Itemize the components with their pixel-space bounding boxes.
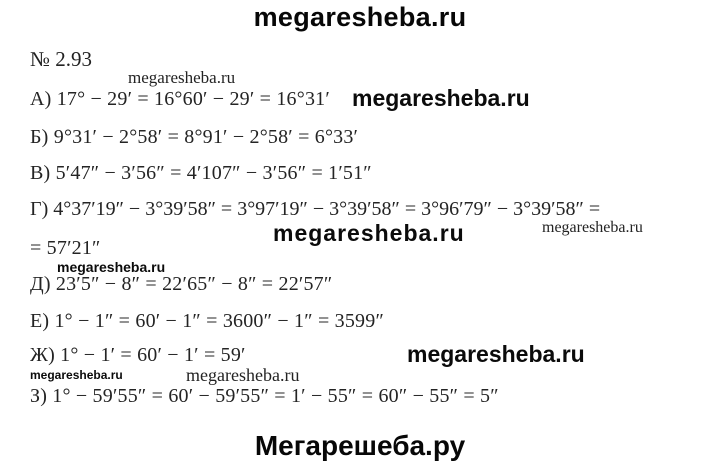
watermark: megaresheba.ru bbox=[407, 341, 585, 367]
solution-line-a: А) 17° − 29′ = 16°60′ − 29′ = 16°31′ bbox=[30, 88, 330, 110]
problem-number: № 2.93 bbox=[30, 47, 93, 71]
watermark: megaresheba.ru bbox=[30, 368, 123, 382]
solution-line-b: Б) 9°31′ − 2°58′ = 8°91′ − 2°58′ = 6°33′ bbox=[30, 126, 359, 148]
watermark: megaresheba.ru bbox=[57, 259, 166, 275]
watermark: megaresheba.ru bbox=[128, 68, 236, 87]
solution-line-d: Д) 23′5″ − 8″ = 22′65″ − 8″ = 22′57″ bbox=[30, 273, 333, 295]
watermark: megaresheba.ru bbox=[273, 220, 465, 246]
watermark: megaresheba.ru bbox=[352, 85, 530, 111]
solution-line-z: З) 1° − 59′55″ = 60′ − 59′55″ = 1′ − 55″ = 60″ − 55″ = 5″ bbox=[30, 385, 499, 407]
watermark: megaresheba.ru bbox=[542, 219, 643, 236]
solution-line-g: Г) 4°37′19″ − 3°39′58″ = 3°97′19″ − 3°39′58″ = 3°96′79″ − 3°39′58″ = bbox=[30, 198, 601, 220]
watermark: megaresheba.ru bbox=[186, 365, 300, 385]
site-title-top: megaresheba.ru bbox=[253, 2, 467, 32]
solution-line-zh: Ж) 1° − 1′ = 60′ − 1′ = 59′ bbox=[30, 344, 246, 366]
solution-line-g-continued: = 57′21″ bbox=[30, 237, 101, 259]
solution-line-v: В) 5′47″ − 3′56″ = 4′107″ − 3′56″ = 1′51″ bbox=[30, 162, 372, 184]
site-title-bottom: Мегарешеба.ру bbox=[254, 430, 466, 461]
solution-line-e: Е) 1° − 1″ = 60′ − 1″ = 3600″ − 1″ = 3599″ bbox=[30, 310, 384, 332]
